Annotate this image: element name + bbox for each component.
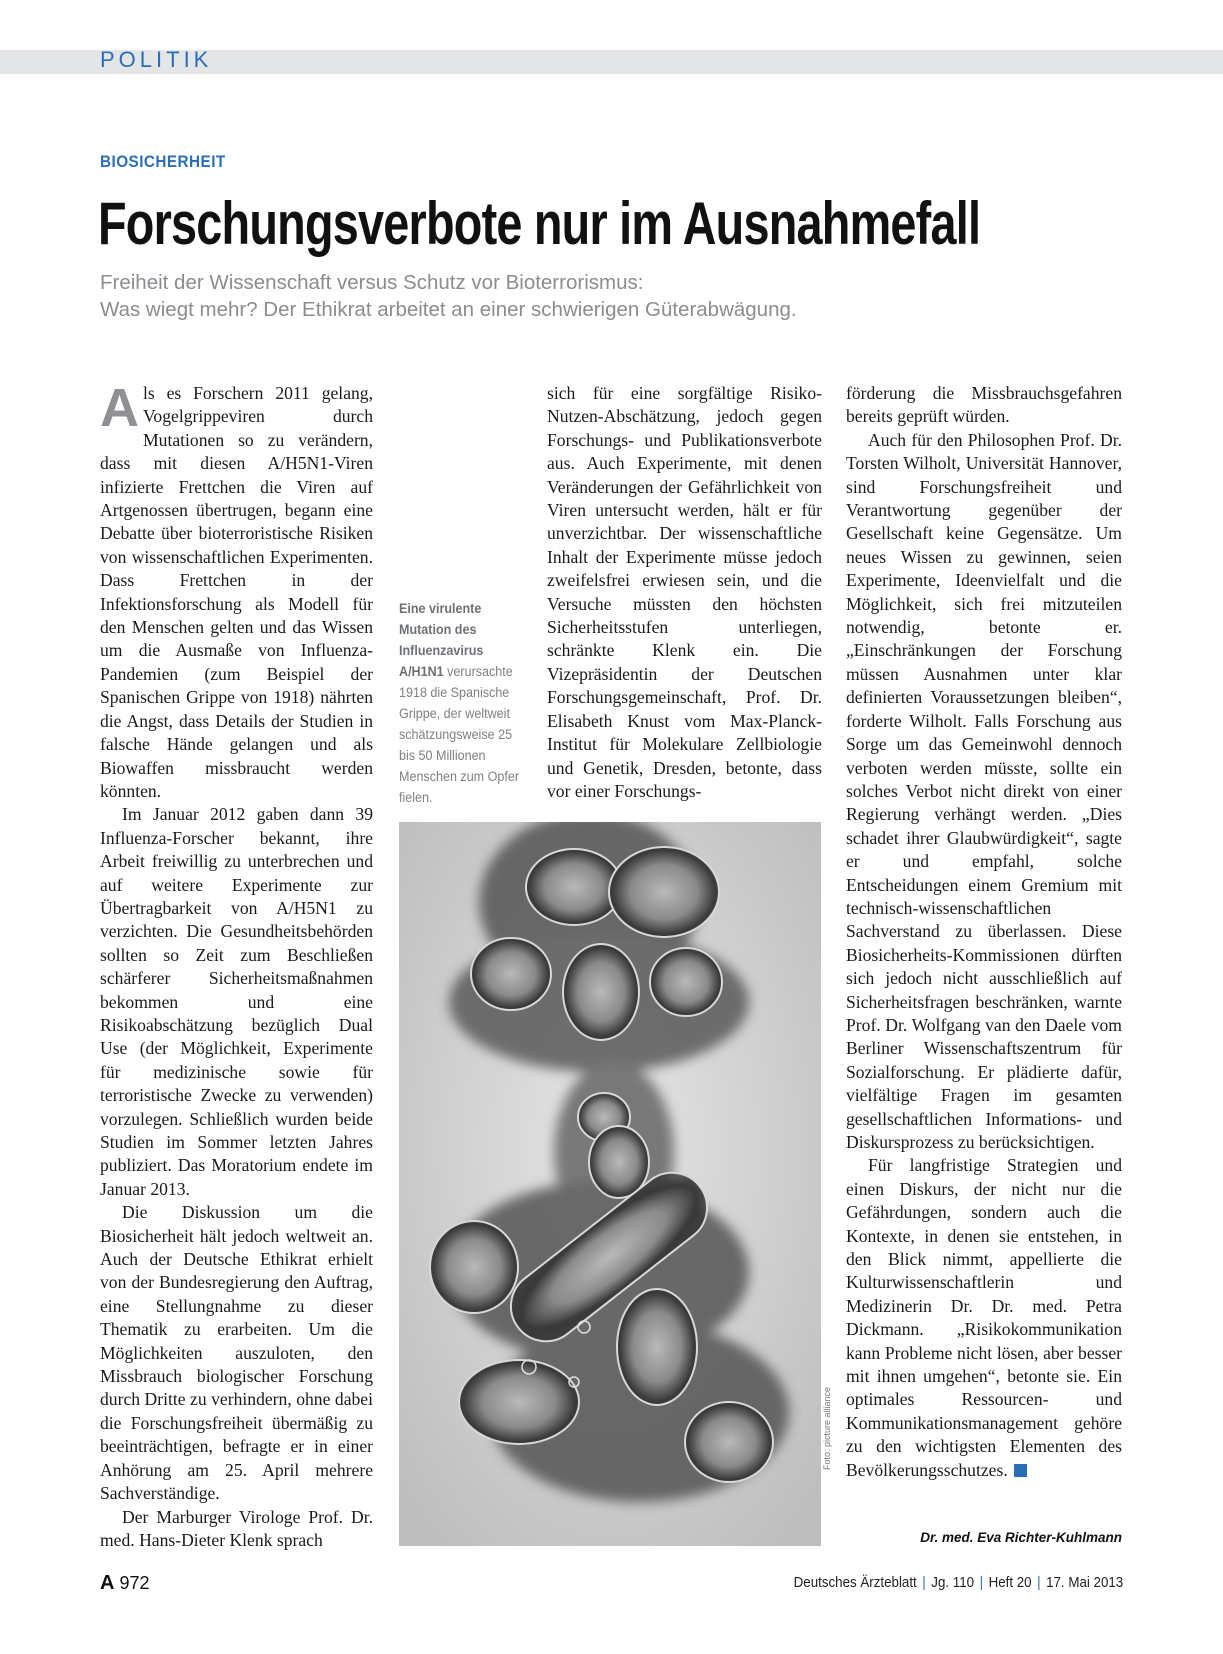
subhead [100,269,1150,323]
paragraph: sich für eine sorgfältige Risiko-Nutzen-Abschätzung, jedoch gegen Forschungs- und Publikationsverbote aus. Auch Experimente, mit denen Veränderungen der Gefährlichkeit von Viren untersucht werden, hält er für unverzichtbar. Der wissenschaftliche Inhalt der Experimente müsse jedoch zweifelsfrei erwiesen sein, und die Versuche müssten den höchsten Sicherheitsstufen unterliegen, schränkte Klenk ein. Die Vizepräsidentin der Deutschen Forschungsgemeinschaft, Prof. Dr. Elisabeth Knust vom Max-Planck-Institut für Molekulare Zellbiologie und Genetik, Dresden, betonte, dass vor einer Forschungs- [547,383,822,801]
dropcap: A [100,378,139,438]
micrograph-illustration [399,822,821,1546]
footer-issue: Heft 20 [988,1575,1032,1591]
paragraph: förderung die Missbrauchsgefahren bereits geprüft würden. [846,383,1122,427]
paragraph [846,1154,1122,1482]
virus-micrograph [399,822,821,1546]
paragraph [100,378,373,803]
footer-date: 17. Mai 2013 [1045,1575,1123,1591]
article-column-2 [547,382,822,803]
kicker: BIOSICHERHEIT [100,152,226,171]
footer-journal: Deutsches Ärzteblatt [793,1575,917,1591]
paragraph: Auch für den Philosophen Prof. Dr. Torsten Wilholt, Universität Hannover, sind Forschungsfreiheit und Verantwortung gegenüber der Gesellschaft keine Gegensätze. Um neues Wissen zu gewinnen, seien Experimente, Ideenvielfalt und die Möglichkeit, sich frei mitzuteilen notwendig, betonte er. „Einschränkungen der Forschung müssen Ausnahmen unter klar definierten Voraussetzungen bleiben“, forderte Wilholt. Falls Forschung aus Sorge um das Gemeinwohl dennoch verboten werden müsste, sollte ein solches Verbot nicht direkt von einer Regierung verhängt werden. „Dies schadet ihrer Glaubwürdigkeit“, sagte er und empfahl, solche Entscheidungen einem Gremium mit technisch-wissenschaftlichen Sachverstand zu überlassen. Diese Biosicherheits-Kommissionen dürften sich jedoch nicht ausschließlich auf Sicherheitsfragen beschränken, warnte Prof. Dr. Wolfgang van den Daele vom Berliner Wissenschaftszentrum für Sozialforschung. Er plädierte dafür, vielfältige Fragen im gesamten gesellschaftlichen Informations- und Diskursprozess zu berücksichtigen. [846,429,1122,1152]
footer-volume: Jg. 110 [931,1575,974,1591]
paragraph-text: Für langfristige Strategien und einen Diskurs, der nicht nur die Gefährdungen, sondern auch die Kontexte, in denen sie entstehen, in den Blick nimmt, appellierte die Kulturwissenschaftlerin und Medizinerin Dr. Dr. med. Petra Dickmann. „Risikokommunikation kann Probleme nicht lösen, aber besser mit ihnen umgehen“, betonte sie. Ein optimales Ressourcen- und Kommunikationsmanagement gehöre zu den wichtigsten Elementen des Bevölkerungsschutzes. [846,1155,1122,1480]
paragraph-text: ls es Forschern 2011 gelang, Vogelgrippeviren durch Mutationen so zu verändern, dass mit diesen A/H5N1-Viren infizierte Frettchen die Viren auf Artgenossen übertrugen, begann eine Debatte über bioterroristische Risiken von wissenschaftlichen Experimenten. Dass Frettchen in der Infektionsforschung als Modell für den Menschen gelten und das Wissen um die Ausmaße von Influenza-Pandemien (zum Beispiel der Spanischen Grippe von 1918) nährten die Angst, dass Details der Studien in falsche Hände gelangen und als Biowaffen missbraucht werden könnten. [100,383,373,801]
photo-credit: Foto: picture alliance [822,1386,832,1470]
author-byline: Dr. med. Eva Richter-Kuhlmann [920,1530,1122,1545]
caption-lead: Eine virulente Mutation des Influenzavirus A/H1N1 [399,601,484,679]
page-prefix: A [100,1572,115,1594]
paragraph: Die Diskussion um die Biosicherheit hält jedoch weltweit an. Auch der Deutsche Ethikrat erhielt von der Bundesregierung den Auftrag, eine Stellungnahme zu dieser Thematik zu erarbeiten. Um die Möglichkeiten auszuloten, den Missbrauch biologischer Forschung durch Dritte zu verhindern, ohne dabei die Forschungsfreiheit übermäßig zu beeinträchtigen, befragte er in einer Anhörung am 25. April mehrere Sachverständige. [100,1202,373,1504]
caption-text: verursachte 1918 die Spanische Grippe, der weltweit schätzungsweise 25 bis 50 Millionen Menschen zum Opfer fielen. [399,664,520,805]
end-of-article-mark [1014,1464,1027,1477]
article-column-3 [846,382,1122,1482]
subhead-line-2: Was wiegt mehr? Der Ethikrat arbeitet an einer schwierigen Güterabwägung. [100,298,797,321]
paragraph: Im Januar 2012 gaben dann 39 Influenza-Forscher bekannt, ihre Arbeit freiwillig zu unterbrechen und auf weitere Experimente zur Übertragbarkeit von A/H5N1 zu verzichten. Die Gesundheitsbehörden sollten so Zeit zum Beschließen schärferer Sicherheitsmaßnahmen bekommen und eine Risikoabschätzung bezüglich Dual Use (der Möglichkeit, Experimente für medizinische sowie für terroristische Zwecke zu verwenden) vorzulegen. Schließlich wurden beide Studien im Sommer letzten Jahres publiziert. Das Moratorium endete im Januar 2013. [100,804,373,1199]
subhead-line-1: Freiheit der Wissenschaft versus Schutz vor Bioterrorismus: [100,271,644,294]
article-column-1 [100,378,373,1552]
photo-caption [399,598,520,808]
headline: Forschungsverbote nur im Ausnahmefall [98,190,981,257]
paragraph: Der Marburger Virologe Prof. Dr. med. Hans-Dieter Klenk sprach [100,1506,373,1550]
section-label: POLITIK [100,47,213,72]
footer-info: Deutsches Ärzteblatt | Jg. 110 | Heft 20 | 17. Mai 2013 [793,1575,1123,1591]
page-number-value: 972 [119,1573,150,1593]
page-number [100,1572,150,1595]
